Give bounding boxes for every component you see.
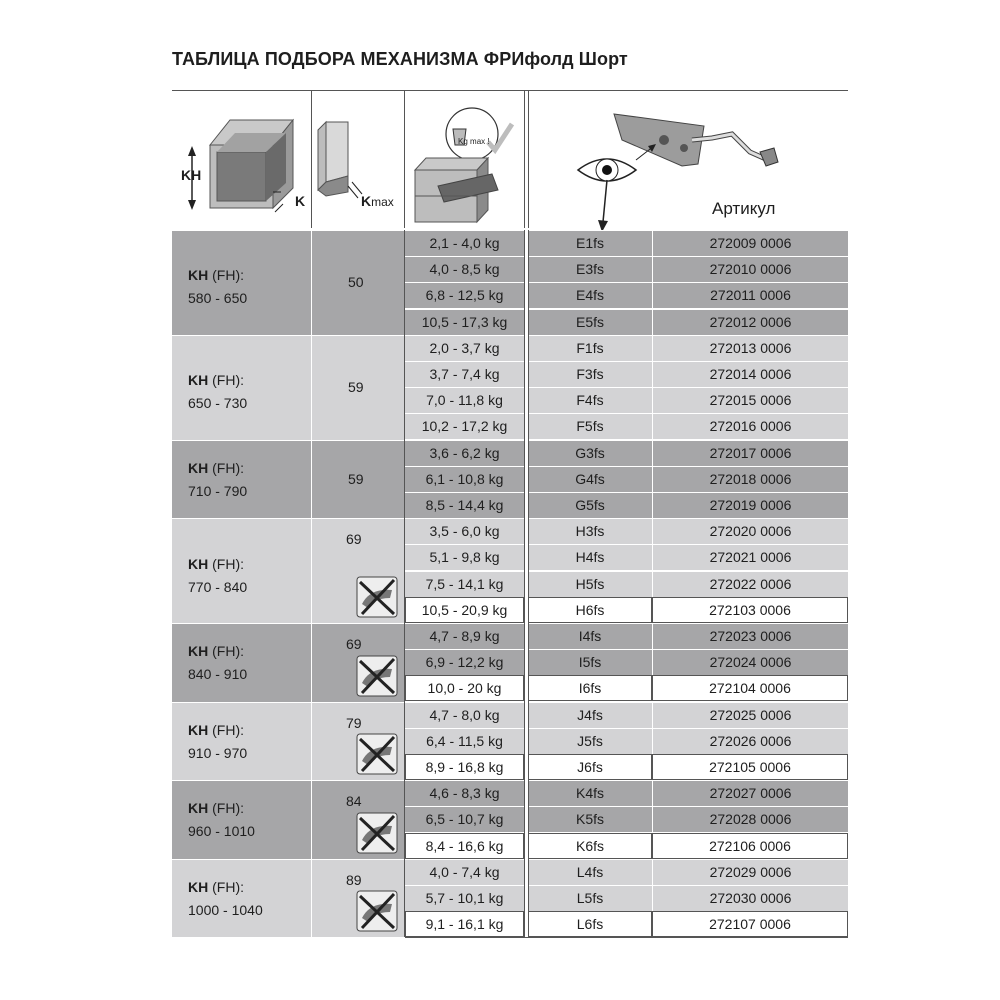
no-damper-icon bbox=[354, 653, 400, 699]
article-number-cell: 272015 0006 bbox=[652, 387, 848, 413]
no-damper-icon bbox=[354, 888, 400, 934]
weight-range-cell: 6,8 - 12,5 kg bbox=[405, 282, 524, 308]
column-divider bbox=[311, 781, 312, 859]
mechanism-code-cell: F4fs bbox=[528, 387, 652, 413]
weight-range-cell: 5,7 - 10,1 kg bbox=[405, 885, 524, 911]
weight-range-cell: 7,0 - 11,8 kg bbox=[405, 387, 524, 413]
mechanism-code-cell: H4fs bbox=[528, 544, 652, 570]
weight-range-cell: 4,6 - 8,3 kg bbox=[405, 780, 524, 806]
weight-range-cell: 6,5 - 10,7 kg bbox=[405, 806, 524, 832]
mechanism-code-cell: L5fs bbox=[528, 885, 652, 911]
weight-range-cell: 10,2 - 17,2 kg bbox=[405, 413, 524, 439]
article-number-cell: 272019 0006 bbox=[652, 492, 848, 518]
mechanism-code-cell: E3fs bbox=[528, 256, 652, 282]
mechanism-code-cell: G3fs bbox=[528, 440, 652, 466]
article-number-cell: 272022 0006 bbox=[652, 571, 848, 597]
no-damper-icon bbox=[354, 574, 400, 620]
mechanism-code-cell: H5fs bbox=[528, 571, 652, 597]
column-separator bbox=[528, 230, 529, 937]
column-separator bbox=[524, 230, 525, 937]
column-divider bbox=[311, 441, 312, 519]
article-number-cell: 272104 0006 bbox=[652, 675, 848, 701]
mechanism-code-cell: K4fs bbox=[528, 780, 652, 806]
weight-range-cell: 2,0 - 3,7 kg bbox=[405, 335, 524, 361]
kmax-value: 84 bbox=[346, 793, 362, 810]
weight-range-cell: 6,1 - 10,8 kg bbox=[405, 466, 524, 492]
mechanism-code-cell: F5fs bbox=[528, 413, 652, 439]
weight-range-cell: 6,9 - 12,2 kg bbox=[405, 649, 524, 675]
mechanism-code-cell: G5fs bbox=[528, 492, 652, 518]
weight-range-cell: 8,9 - 16,8 kg bbox=[405, 754, 524, 780]
mechanism-code-cell: E5fs bbox=[528, 309, 652, 335]
mechanism-code-cell: E1fs bbox=[528, 230, 652, 256]
weight-range-cell: 8,4 - 16,6 kg bbox=[405, 833, 524, 859]
kmax-value: 89 bbox=[346, 871, 362, 888]
column-divider bbox=[311, 336, 312, 440]
kh-range-label: KH (FH): 840 - 910 bbox=[188, 643, 248, 683]
weight-range-cell: 10,5 - 17,3 kg bbox=[405, 309, 524, 335]
kmax-value: 69 bbox=[346, 531, 362, 548]
kg-label: Kg max ! bbox=[458, 137, 490, 146]
article-number-cell: 272024 0006 bbox=[652, 649, 848, 675]
article-number-cell: 272106 0006 bbox=[652, 833, 848, 859]
height-range-block bbox=[172, 623, 405, 702]
mechanism-code-cell: H6fs bbox=[528, 597, 652, 623]
article-number-cell: 272009 0006 bbox=[652, 230, 848, 256]
weight-range-cell: 2,1 - 4,0 kg bbox=[405, 230, 524, 256]
kmax-value: 50 bbox=[348, 274, 364, 291]
mechanism-code-cell: J5fs bbox=[528, 728, 652, 754]
height-range-block bbox=[172, 230, 405, 335]
article-number-cell: 272013 0006 bbox=[652, 335, 848, 361]
weight-range-cell: 5,1 - 9,8 kg bbox=[405, 544, 524, 570]
table-bottom-rule bbox=[405, 937, 848, 938]
column-divider bbox=[311, 624, 312, 702]
height-range-block bbox=[172, 440, 405, 519]
column-divider bbox=[311, 231, 312, 335]
mechanism-code-cell: I5fs bbox=[528, 649, 652, 675]
article-number-cell: 272025 0006 bbox=[652, 702, 848, 728]
article-number-cell: 272023 0006 bbox=[652, 623, 848, 649]
mechanism-code-cell: F1fs bbox=[528, 335, 652, 361]
mechanism-code-cell: J6fs bbox=[528, 754, 652, 780]
height-range-block bbox=[172, 518, 405, 623]
weight-range-cell: 3,7 - 7,4 kg bbox=[405, 361, 524, 387]
kmax-value: 59 bbox=[348, 470, 364, 487]
weight-range-cell: 10,5 - 20,9 kg bbox=[405, 597, 524, 623]
kh-range-label: KH (FH): 710 - 790 bbox=[188, 459, 248, 499]
kmax-value: 79 bbox=[346, 714, 362, 731]
article-number-cell: 272021 0006 bbox=[652, 544, 848, 570]
mechanism-code-cell: G4fs bbox=[528, 466, 652, 492]
article-number-cell: 272107 0006 bbox=[652, 911, 848, 937]
article-number-cell: 272018 0006 bbox=[652, 466, 848, 492]
weight-range-cell: 9,1 - 16,1 kg bbox=[405, 911, 524, 937]
height-range-block bbox=[172, 780, 405, 859]
no-damper-icon bbox=[354, 810, 400, 856]
weight-range-cell: 4,0 - 7,4 kg bbox=[405, 859, 524, 885]
kh-range-label: KH (FH): 1000 - 1040 bbox=[188, 879, 263, 919]
mechanism-code-cell: H3fs bbox=[528, 518, 652, 544]
artikul-header: Артикул bbox=[712, 199, 776, 218]
mechanism-code-cell: J4fs bbox=[528, 702, 652, 728]
article-number-cell: 272103 0006 bbox=[652, 597, 848, 623]
weight-range-cell: 4,7 - 8,9 kg bbox=[405, 623, 524, 649]
article-number-cell: 272105 0006 bbox=[652, 754, 848, 780]
weight-range-cell: 3,5 - 6,0 kg bbox=[405, 518, 524, 544]
mechanism-code-cell: L4fs bbox=[528, 859, 652, 885]
article-number-cell: 272014 0006 bbox=[652, 361, 848, 387]
weight-range-cell: 4,7 - 8,0 kg bbox=[405, 702, 524, 728]
no-damper-icon bbox=[354, 731, 400, 777]
mechanism-code-cell: I6fs bbox=[528, 675, 652, 701]
column-divider bbox=[311, 860, 312, 938]
kmax-label: Kmax bbox=[361, 193, 394, 209]
article-number-cell: 272012 0006 bbox=[652, 309, 848, 335]
weight-range-cell: 4,0 - 8,5 kg bbox=[405, 256, 524, 282]
article-number-cell: 272026 0006 bbox=[652, 728, 848, 754]
article-number-cell: 272029 0006 bbox=[652, 859, 848, 885]
article-number-cell: 272020 0006 bbox=[652, 518, 848, 544]
kh-range-label: KH (FH): 650 - 730 bbox=[188, 372, 248, 412]
column-divider bbox=[311, 703, 312, 781]
article-number-cell: 272010 0006 bbox=[652, 256, 848, 282]
article-number-cell: 272030 0006 bbox=[652, 885, 848, 911]
weight-range-cell: 10,0 - 20 kg bbox=[405, 675, 524, 701]
article-number-cell: 272027 0006 bbox=[652, 780, 848, 806]
kmax-value: 59 bbox=[348, 379, 364, 396]
mechanism-code-cell: K5fs bbox=[528, 806, 652, 832]
kh-range-label: KH (FH): 770 - 840 bbox=[188, 555, 248, 595]
kh-range-label: KH (FH): 580 - 650 bbox=[188, 267, 248, 307]
column-divider bbox=[311, 519, 312, 623]
article-number-cell: 272017 0006 bbox=[652, 440, 848, 466]
weight-range-cell: 7,5 - 14,1 kg bbox=[405, 571, 524, 597]
kh-label: KH bbox=[181, 167, 202, 183]
mechanism-code-cell: L6fs bbox=[528, 911, 652, 937]
mechanism-code-cell: I4fs bbox=[528, 623, 652, 649]
height-range-block bbox=[172, 859, 405, 938]
mechanism-code-cell: E4fs bbox=[528, 282, 652, 308]
weight-range-cell: 6,4 - 11,5 kg bbox=[405, 728, 524, 754]
height-range-block bbox=[172, 335, 405, 440]
kmax-value: 69 bbox=[346, 636, 362, 652]
mechanism-code-cell: K6fs bbox=[528, 833, 652, 859]
kh-range-label: KH (FH): 910 - 970 bbox=[188, 721, 248, 761]
height-range-block bbox=[172, 702, 405, 781]
column-separator bbox=[404, 230, 405, 937]
k-label: K bbox=[295, 193, 306, 209]
kh-range-label: KH (FH): 960 - 1010 bbox=[188, 800, 255, 840]
article-number-cell: 272016 0006 bbox=[652, 413, 848, 439]
weight-range-cell: 3,6 - 6,2 kg bbox=[405, 440, 524, 466]
article-number-cell: 272011 0006 bbox=[652, 282, 848, 308]
mechanism-code-cell: F3fs bbox=[528, 361, 652, 387]
article-number-cell: 272028 0006 bbox=[652, 806, 848, 832]
page-title: ТАБЛИЦА ПОДБОРА МЕХАНИЗМА ФРИфолд Шорт bbox=[172, 49, 628, 69]
weight-range-cell: 8,5 - 14,4 kg bbox=[405, 492, 524, 518]
